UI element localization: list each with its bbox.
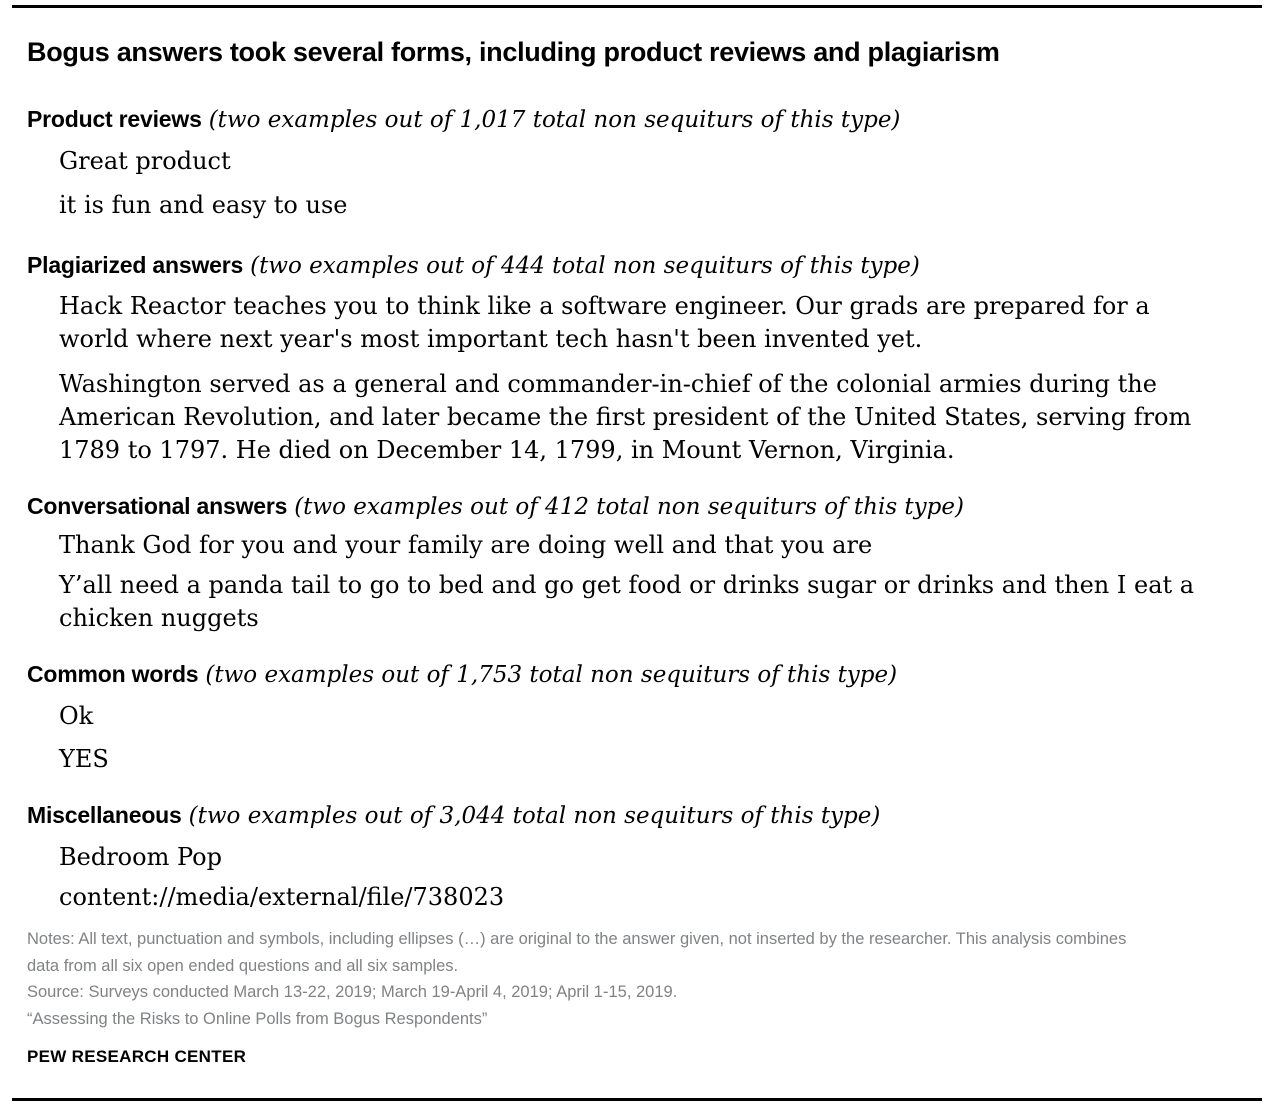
example-text	[59, 841, 1244, 874]
example-text	[59, 743, 1244, 776]
example-text	[59, 881, 1244, 914]
example-line: Great product	[59, 147, 231, 175]
section-heading	[27, 104, 1244, 135]
section-common-words	[0, 659, 1274, 776]
example-text	[59, 145, 1244, 178]
section-heading	[27, 250, 1244, 281]
section-qualifier: (two examples out of 444 total non sequiturs of this type)	[250, 253, 920, 279]
example-text	[59, 569, 1244, 635]
page-title: Bogus answers took several forms, including product reviews and plagiarism	[27, 37, 1000, 67]
example-line: Bedroom Pop	[59, 843, 222, 871]
section-qualifier: (two examples out of 1,753 total non sequiturs of this type)	[205, 662, 898, 688]
section-miscellaneous	[0, 800, 1274, 914]
example-line: 1789 to 1797. He died on December 14, 1799, in Mount Vernon, Virginia.	[59, 436, 955, 464]
example-line: chicken nuggets	[59, 604, 259, 632]
example-line: Hack Reactor teaches you to think like a software engineer. Our grads are prepared for a	[59, 292, 1150, 320]
example-line: Ok	[59, 702, 94, 730]
source-text: Source: Surveys conducted March 13-22, 2019; March 19-April 4, 2019; April 1-15, 2019.	[27, 983, 678, 1001]
example-text	[59, 529, 1244, 562]
example-line: American Revolution, and later became the first president of the United States, serving from	[59, 403, 1192, 431]
example-line: Y’all need a panda tail to go to bed and go get food or drinks sugar or drinks and then I eat a	[59, 571, 1195, 599]
example-line: Thank God for you and your family are doing well and that you are	[59, 531, 873, 559]
footer	[0, 926, 1274, 1067]
section-heading-label: Product reviews	[27, 106, 202, 132]
section-qualifier: (two examples out of 3,044 total non sequiturs of this type)	[188, 803, 881, 829]
example-line: YES	[59, 745, 109, 773]
example-text	[59, 189, 1244, 222]
bottom-divider	[12, 1098, 1262, 1101]
example-line: world where next year's most important tech hasn't been invented yet.	[59, 325, 923, 353]
section-heading	[27, 491, 1244, 522]
example-text	[59, 290, 1244, 356]
section-heading-label: Conversational answers	[27, 493, 288, 519]
section-heading-label: Plagiarized answers	[27, 252, 244, 278]
example-line: Washington served as a general and commander-in-chief of the colonial armies during the	[59, 370, 1157, 398]
notes-text: Notes: All text, punctuation and symbols, including ellipses (…) are original to the answer given, not inserted by the researcher. This analysis combines data from all six open ended questions and all six samples.	[27, 930, 1127, 975]
section-plagiarized-answers	[0, 250, 1274, 467]
report-figure	[0, 5, 1274, 1101]
section-conversational-answers	[0, 491, 1274, 635]
section-product-reviews	[0, 104, 1274, 222]
report-title: “Assessing the Risks to Online Polls from Bogus Respondents”	[27, 1009, 488, 1028]
section-qualifier: (two examples out of 412 total non sequiturs of this type)	[294, 494, 964, 520]
org-name: PEW RESEARCH CENTER	[27, 1047, 247, 1066]
section-qualifier: (two examples out of 1,017 total non sequiturs of this type)	[208, 107, 901, 133]
section-heading-label: Common words	[27, 661, 199, 687]
example-text	[59, 368, 1244, 467]
example-line: it is fun and easy to use	[59, 191, 348, 219]
section-heading	[27, 659, 1244, 690]
example-line: content://media/external/file/738023	[59, 883, 505, 911]
section-heading-label: Miscellaneous	[27, 802, 182, 828]
section-heading	[27, 800, 1244, 831]
top-divider	[12, 5, 1262, 8]
example-text	[59, 700, 1244, 733]
